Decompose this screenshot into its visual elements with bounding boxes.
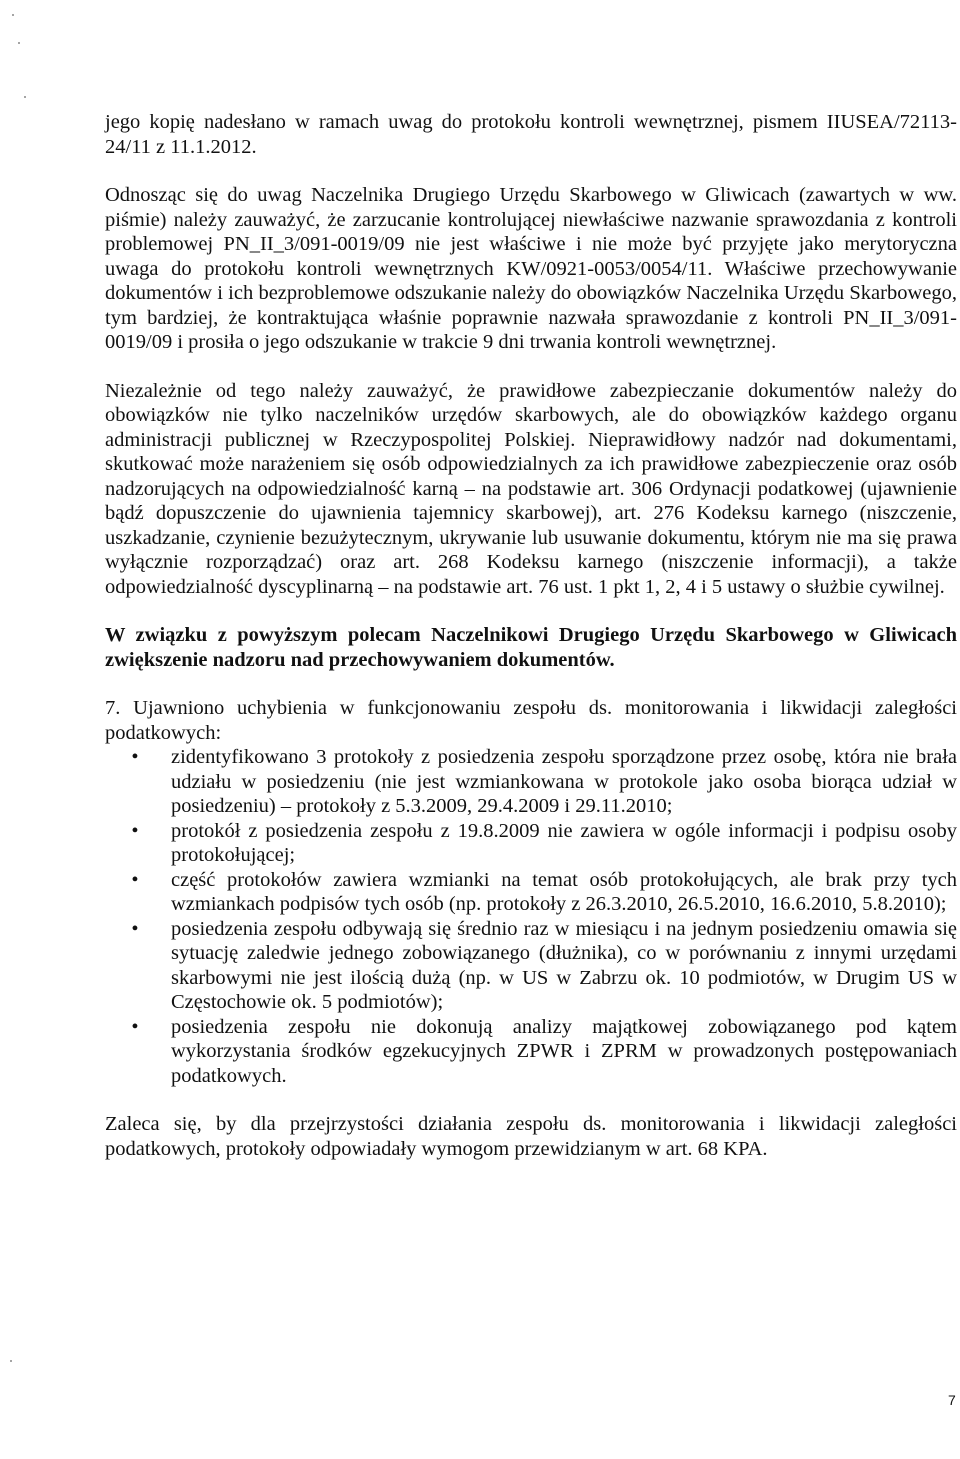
list-item-text: posiedzenia zespołu nie dokonują analizy majątkowej zobowiązanego pod kątem wykorzystania środków egzekucyjnych ZPWR i ZPRM w prowadzonych postępowaniach podatkowych. <box>171 1015 957 1087</box>
scan-speck <box>10 1360 12 1362</box>
list-item-text: posiedzenia zespołu odbywają się średnio raz w miesiącu i na jednym posiedzeniu omawia się sytuację zaledwie jednego zobowiązanego (dłużnika), co w porównaniu z innymi urzędami skarbowymi nie jest ilością dużą (np. w US w Zabrzu ok. 10 podmiotów, w Drugim US w Częstochowie ok. 5 podmiotów); <box>171 917 957 1013</box>
list-item-text: protokół z posiedzenia zespołu z 19.8.2009 nie zawiera w ogóle informacji i podpisu osoby protokołującej; <box>171 819 957 866</box>
paragraph-legal-responsibility: Niezależnie od tego należy zauważyć, że prawidłowe zabezpieczanie dokumentów należy do obowiązków nie tylko naczelników urzędów skarbowych, ale do obowiązków każdego organu administracji publicznej w Rzeczypospolitej Polskiej. Nieprawidłowy nadzór nad dokumentami, skutkować może narażeniem się osób odpowiedzialnych za ich prawidłowe zabezpieczenie oraz osób nadzorujących na odpowiedzialność karną – na podstawie art. 306 Ordynacji podatkowej (ujawnienie bądź dopuszczenie do ujawnienia tajemnicy skarbowej), art. 276 Kodeksu karnego (niszczenie, uszkadzanie, czynienie bezużytecznym, ukrywanie lub usuwanie dokumentu, którym nie ma się prawa wyłącznie rozporządzać) oraz art. 268 Kodeksu karnego (niszczenie informacji), a także odpowiedzialność dyscyplinarną – na podstawie art. 76 ust. 1 pkt 1, 2, 4 i 5 ustawy o służbie cywilnej. <box>105 379 957 598</box>
list-item <box>105 819 957 868</box>
list-item <box>105 745 957 819</box>
bullet-icon: • <box>131 1015 139 1038</box>
bullet-icon: • <box>131 819 139 842</box>
list-item-text: zidentyfikowano 3 protokoły z posiedzenia zespołu sporządzone przez osobę, która nie brała udziału w posiedzeniu (nie jest wzmiankowana w protokole jako osoba biorąca udział w posiedzeniu) – protokoły z 5.3.2009, 29.4.2009 i 29.11.2010; <box>171 746 957 817</box>
scan-speck <box>12 14 14 16</box>
bullet-icon: • <box>131 917 139 940</box>
paragraph-response-to-remarks: Odnosząc się do uwag Naczelnika Drugiego Urzędu Skarbowego w Gliwicach (zawartych w ww. piśmie) należy zauważyć, że zarzucanie kontrolującej niewłaściwe nazwanie sprawozdania z kontroli problemowej PN_II_3/091-0019/09 nie jest właściwe i nie może być przyjęte jako merytoryczna uwaga do protokołu kontroli wewnętrznych KW/0921-0053/0054/11. Właściwe przechowywanie dokumentów i ich bezproblemowe odszukanie należy do obowiązków Naczelnika Urzędu Skarbowego, tym bardziej, że kontraktująca właśnie poprawnie nazwała sprawozdanie z kontroli PN_II_3/091-0019/09 i prosiła o jego odszukanie w trakcie 9 dni trwania kontroli wewnętrznej. <box>105 184 957 353</box>
paragraph-recommendation: W związku z powyższym polecam Naczelnikowi Drugiego Urzędu Skarbowego w Gliwicach zwiększenie nadzoru nad przechowywaniem dokumentów. <box>105 624 957 671</box>
list-item <box>105 1015 957 1089</box>
paragraph-conclusion: Zaleca się, by dla przejrzystości działania zespołu ds. monitorowania i likwidacji zaległości podatkowych, protokoły odpowiadały wymogom przewidzianym w art. 68 KPA. <box>105 1113 957 1160</box>
bullet-icon: • <box>131 746 139 768</box>
paragraph-finding-7: 7. Ujawniono uchybienia w funkcjonowaniu zespołu ds. monitorowania i likwidacji zaległości podatkowych: <box>105 697 957 744</box>
bullet-icon: • <box>131 868 139 891</box>
list-item <box>105 868 957 917</box>
scan-speck <box>18 42 20 44</box>
document-body <box>105 110 957 1161</box>
findings-list <box>105 745 957 1088</box>
page-number: 7 <box>948 1392 956 1408</box>
list-item-text: część protokołów zawiera wzmianki na temat osób protokołujących, ale brak przy tych wzmiankach podpisów tych osób (np. protokoły z 26.3.2010, 26.5.2010, 16.6.2010, 5.8.2010); <box>171 868 957 915</box>
scan-speck <box>24 96 26 98</box>
paragraph-intro: jego kopię nadesłano w ramach uwag do protokołu kontroli wewnętrznej, pismem IIUSEA/72113-24/11 z 11.1.2012. <box>105 111 957 158</box>
list-item <box>105 917 957 1015</box>
